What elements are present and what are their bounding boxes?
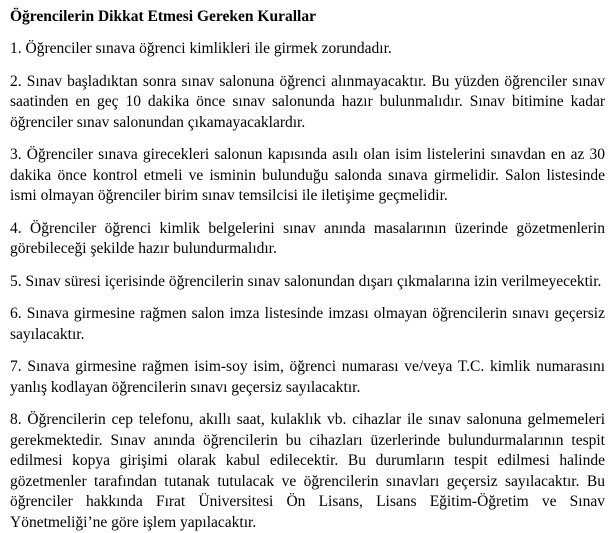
document-title: Öğrencilerin Dikkat Etmesi Gereken Kurallar (10, 8, 316, 25)
rule-2: 2. Sınav başladıktan sonra sınav salonuna öğrenci alınmayacaktır. Bu yüzden öğrenciler sınav saatinden en geç 10 dakika önce sınav salonunda hazır bulunmalıdır. Sınav bitimine kadar öğrenciler sınav salonundan çıkamayacaklardır. (10, 72, 605, 131)
rule-3: 3. Öğrenciler sınava girecekleri salonun kapısında asılı olan isim listelerini sınavdan en az 30 dakika önce kontrol etmeli ve isminin bulunduğu salonda sınava girmelidir. Salon listesinde ismi olmayan öğrenciler birim sınav temsilcisi ile iletişime geçmelidir. (10, 146, 605, 204)
rule-5: 5. Sınav süresi içerisinde öğrencilerin sınav salonundan dışarı çıkmalarına izin verilmeyecektir. (10, 272, 602, 290)
rule-1: 1. Öğrenciler sınava öğrenci kimlikleri ile girmek zorundadır. (10, 40, 392, 57)
rule-6: 6. Sınava girmesine rağmen salon imza listesinde imzası olmayan öğrencilerin sınavı geçersiz sayılacaktır. (10, 305, 605, 343)
rule-8: 8. Öğrencilerin cep telefonu, akıllı saat, kulaklık vb. cihazlar ile sınav salonuna gelmemeleri gerekmektedir. Sınav anında öğrencilerin bu cihazları üzerlerinde bulundurmalarının tespit edilmesi kopya girişimi olarak kabul edilecektir. Bu durumların tespit edilmesi halinde gözetmenler tarafından tutanak tutulacak ve öğrencilerin sınavları geçersiz sayılacaktır. Bu öğrenciler hakkında Fırat Üniversitesi Ön Lisans, Lisans Eğitim-Öğretim ve Sınav Yönetmeliği’ne göre işlem yapılacaktır. (10, 411, 605, 531)
rule-7: 7. Sınava girmesine rağmen isim-soy isim, öğrenci numarası ve/veya T.C. kimlik numarasını yanlış kodlayan öğrencilerin sınavı geçersiz sayılacaktır. (10, 358, 605, 396)
rule-4: 4. Öğrenciler öğrenci kimlik belgelerini sınav anında masalarının üzerinde gözetmenlerin görebileceği şekilde hazır bulundurmalıdır. (10, 219, 605, 257)
